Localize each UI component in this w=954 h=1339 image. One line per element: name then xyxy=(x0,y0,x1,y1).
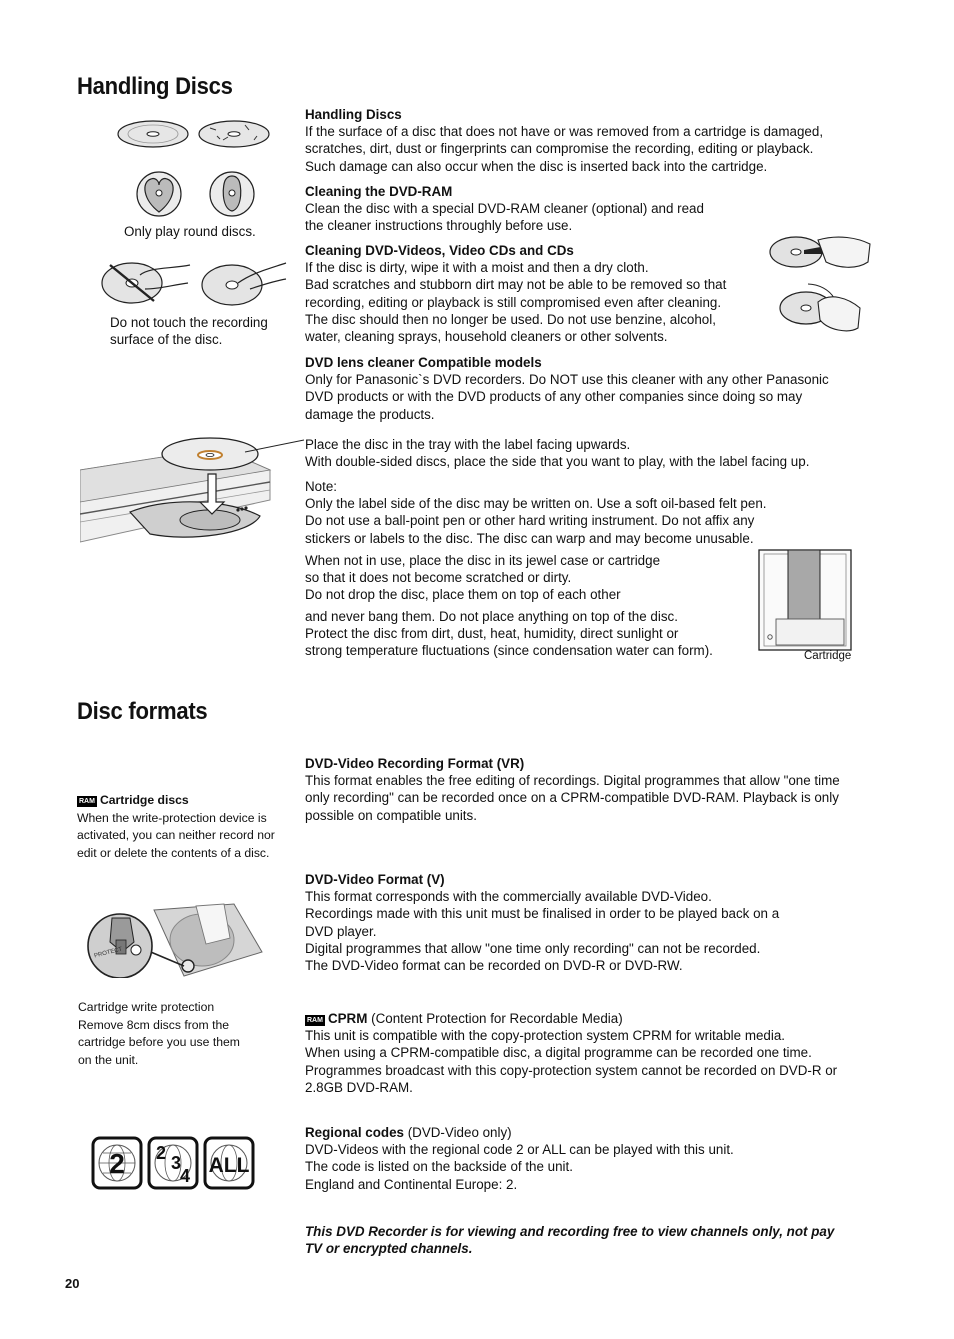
vr-format-block: DVD-Video Recording Format (VR) This format enables the free editing of recordings. Digital programmes that allow "one time only recording" can be recorded once on a CPRM-compatible DVD-RAM. Playback is only possible on compatible units. xyxy=(305,756,840,823)
place-disc-block: Place the disc in the tray with the label facing upwards. With double-sided discs, place the side that you want to play, with the label facing up. xyxy=(305,437,810,470)
write-protection-illustration xyxy=(84,902,264,978)
ram-badge: RAM xyxy=(79,798,95,805)
region-2-logo xyxy=(93,1138,141,1188)
region-all-logo xyxy=(205,1138,253,1188)
write-protection-caption: Cartridge write protection Remove 8cm discs from the cartridge before you use them on the unit. xyxy=(78,1000,240,1067)
cprm-block: RAM CPRM (Content Protection for Recordable Media) This unit is compatible with the copy-protection system CPRM for writable media. When using a CPRM-compatible disc, a digital programme can be recorded one time. Programmes broadcast with this copy-protection system cannot be recorded on DVD-R or 2.8GB DVD-RAM. xyxy=(305,1011,838,1095)
cleaning-dvd-ram-block: Cleaning the DVD-RAM Clean the disc with a special DVD-RAM cleaner (optional) and read the cleaner instructions throughly before use. xyxy=(305,184,704,234)
region-all-text: ALL xyxy=(208,1154,250,1177)
disc-tray-illustration xyxy=(80,430,305,555)
page-number: 20 xyxy=(65,1276,80,1291)
storage-block-2: and never bang them. Do not place anything on top of the disc. Protect the disc from dirt, dust, heat, humidity, direct sunlight or strong temperature fluctuations (since condensation water can form). xyxy=(305,609,713,659)
storage-block-1: When not in use, place the disc in its jewel case or cartridge so that it does not become scratched or dirty. Do not drop the disc, place them on top of each other xyxy=(305,553,661,603)
disc-touch-illustrations xyxy=(100,255,290,311)
cleaning-dvd-video-block: Cleaning DVD-Videos, Video CDs and CDs If the disc is dirty, wipe it with a moist and then a dry cloth. Bad scratches and stubborn dirt may not be able to be removed so that recording, editing or playback is still compromised even after cleaning. The disc should then no longer be used. Do not use benzine, alcohol, water, cleaning sprays, household cleaners or other solvents. xyxy=(305,243,727,345)
cartridge-label: Cartridge xyxy=(804,650,852,662)
note-block: Note: Only the label side of the disc may be written on. Use a soft oil-based felt pen. Do not use a ball-point pen or other hard writing instrument. Do not affix any stickers or labels to the disc. The disc can warp and may become unusable. xyxy=(305,479,767,546)
region-2-text: 2 xyxy=(109,1148,125,1179)
region-code-logos xyxy=(91,1136,257,1192)
section-title-disc-formats: Disc formats xyxy=(77,698,208,725)
cartridge-discs-block: RAM Cartridge discs When the write-protection device is activated, you can neither record nor edit or delete the contents of a disc. xyxy=(77,793,275,860)
section-title-handling-discs: Handling Discs xyxy=(77,73,233,100)
region-multi-3: 3 xyxy=(170,1153,182,1173)
free-to-view-warning: This DVD Recorder is for viewing and recording free to view channels only, not pay TV or encrypted channels. xyxy=(305,1224,835,1257)
region-234-logo xyxy=(149,1138,197,1188)
cleaning-illustration xyxy=(768,232,874,342)
region-multi-2: 2 xyxy=(155,1143,167,1163)
lens-cleaner-block: DVD lens cleaner Compatible models Only for Panasonic`s DVD recorders. Do NOT use this cleaner with any other Panasonic DVD products or with the DVD products of any other companies since doing so may damage the products. xyxy=(305,355,829,422)
v-format-block: DVD-Video Format (V) This format corresponds with the commercially available DVD-Video. Recordings made with this unit must be finalised in order to be played back on a DVD player. Digital programmes that allow "one time only recording" can not be recorded. The DVD-Video format can be recorded on DVD-R or DVD-RW. xyxy=(305,872,780,974)
caption-only-round-discs: Only play round discs. xyxy=(124,224,256,239)
ram-badge-cprm: RAM xyxy=(307,1017,323,1024)
handling-discs-block: Handling Discs If the surface of a disc that does not have or was removed from a cartridge is damaged, scratches, dirt, dust or fingerprints can compromise the recording, editing or playback. Such damage can also occur when the disc is inserted back into the cartridge. xyxy=(305,107,824,174)
region-multi-4: 4 xyxy=(179,1166,191,1186)
cartridge-illustration xyxy=(758,549,852,651)
caption-do-not-touch: Do not touch the recording surface of the disc. xyxy=(110,315,268,348)
protect-word: PROTECT xyxy=(93,946,123,960)
regional-codes-block: Regional codes (DVD-Video only) DVD-Videos with the regional code 2 or ALL can be played with this unit. The code is listed on the backside of the unit. England and Continental Europe: 2. xyxy=(305,1125,734,1192)
round-disc-illustrations xyxy=(115,116,275,224)
